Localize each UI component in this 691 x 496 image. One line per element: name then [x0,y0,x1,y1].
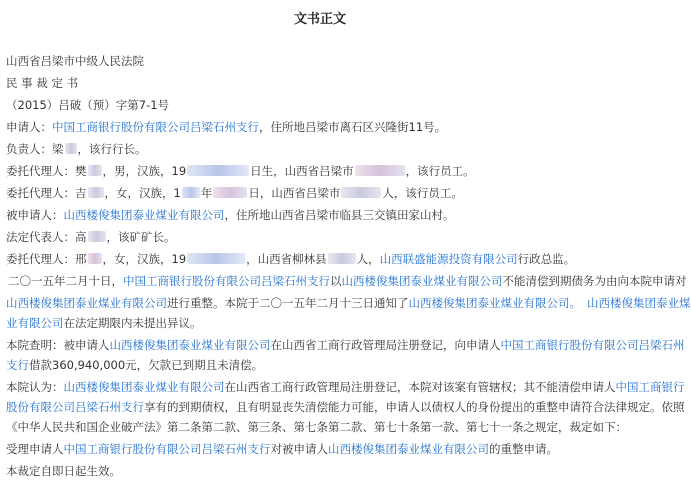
respondent-link[interactable]: 业有限公司 [6,316,64,330]
applicant-link[interactable]: 中国工商银行股份有限公司吕梁石州支行 [52,120,259,134]
para1-text: 不能清偿到期债务为由向本院申请对 [502,274,687,288]
agent3-info: ，女，汉族，19 [102,252,187,266]
agent3-label: 委托代理人： [6,252,75,266]
respondent-link[interactable]: 山西楼俊集团泰业煤业有限公司 [109,338,271,352]
agent2-info: ，女，汉族，1 [104,186,181,200]
effective-line: 本裁定自即日起生效。 [6,464,121,478]
redacted-text [65,143,77,154]
agent3-line [6,250,575,268]
applicant-address: ，住所地吕梁市离石区兴隆街11号。 [259,120,447,134]
redacted-text [88,187,104,198]
legal-rep-surname: 高 [75,230,87,244]
respondent-label: 被申请人： [6,208,64,222]
agent1-surname: 樊 [75,164,87,178]
respondent-line [6,206,455,224]
ruling-text: 受理申请人 [6,442,64,456]
ruling-text: 的重整申请。 [489,442,558,456]
respondent-link[interactable]: 山西楼俊集团泰业煤业有限公司 [328,442,489,456]
redacted-text [88,165,102,176]
redacted-text [328,253,356,264]
respondent-link[interactable]: 山西楼俊集团泰业煤业有限公司 [63,208,225,222]
para1-line1 [8,272,687,290]
document-type: 民 事 裁 定 书 [6,76,79,90]
para3-text: 本院认为： [6,380,64,394]
agent3-company-link[interactable]: 山西联盛能源投资有限公司 [379,252,518,266]
redacted-text [182,187,200,198]
para1-text: 以 [330,274,342,288]
para1-text: 二〇一五年二月十日， [8,274,123,288]
agent1-label: 委托代理人： [6,164,75,178]
principal-surname: 梁 [52,142,64,156]
court-name: 山西省吕梁市中级人民法院 [6,54,144,68]
respondent-link[interactable]: 山西楼俊集团泰业煤 [587,296,691,310]
applicant-label: 申请人： [6,120,52,134]
para3-line1 [6,378,685,396]
legal-rep-title: ，该矿矿长。 [106,230,176,244]
para2-line1 [6,336,685,354]
agent3-origin: ，山西省柳林县 [246,252,327,266]
ruling-text: 对被申请人 [270,442,328,456]
para2-text: 在山西省工商行政管理局注册登记，向申请人 [270,338,501,352]
para2-text: 借款360,940,000元，欠款已到期且未清偿。 [29,358,264,372]
ruling-line [6,440,558,458]
agent2-role: 人，该行员工。 [382,186,463,200]
agent2-year: 年 [200,186,213,200]
applicant-link[interactable]: 中国工商银行 [615,380,685,394]
legal-rep-label: 法定代表人： [6,230,75,244]
agent1-info: ，男，汉族，19 [102,164,187,178]
agent2-surname: 吉 [75,186,87,200]
respondent-address: ，住所地山西省吕梁市临县三交镇田家山村。 [224,208,455,222]
respondent-link[interactable]: 山西楼俊集团泰业煤业有限公司 [341,274,503,288]
applicant-line [6,118,446,136]
redacted-text [88,231,106,242]
redacted-text [355,165,405,176]
principal-title: ，该行行长。 [77,142,147,156]
para3-text: 享有的到期债权，且有明显丧失清偿能力可能，申请人以债权人的身份提出的重整申请符合法律规定。依照 [144,400,685,414]
agent2-birth: 日，山西省吕梁市 [248,186,341,200]
applicant-link[interactable]: 股份有限公司吕梁石州支行 [6,400,144,414]
respondent-link[interactable]: 山西楼俊集团泰业煤业有限公司 [6,296,167,310]
respondent-link[interactable]: 山西楼俊集团泰业煤业有限公司。 [408,296,581,310]
para1-line2 [6,294,691,312]
agent3-person: 人， [356,252,380,266]
redacted-text [187,253,245,264]
para3-text: 在山西省工商行政管理局注册登记，本院对该案有管辖权；其不能清偿申请人 [224,380,616,394]
para1-text: 进行重整。本院于二〇一五年二月十三日通知了 [167,296,409,310]
para3-line2 [6,398,685,416]
applicant-link[interactable]: 中国工商银行股份有限公司吕梁石州支行 [63,442,271,456]
legal-rep-line [6,228,176,246]
applicant-link[interactable]: 支行 [6,358,29,372]
page-title: 文书正文 [293,12,346,27]
para1-text: 在法定期限内未提出异议。 [63,316,202,330]
redacted-text [187,165,249,176]
agent1-role: ，该行员工。 [405,164,475,178]
respondent-link[interactable]: 山西楼俊集团泰业煤业有限公司 [63,380,225,394]
agent1-line [6,162,475,180]
applicant-link[interactable]: 中国工商银行股份有限公司吕梁石州 [500,338,685,352]
redacted-text [88,253,102,264]
redacted-text [341,187,381,198]
agent3-surname: 邢 [75,252,87,266]
agent3-role: 行政总监。 [517,252,576,266]
principal-line [6,140,147,158]
para2-text: 本院查明：被申请人 [6,338,110,352]
redacted-text [213,187,247,198]
agent1-birth: 日生，山西省吕梁市 [250,164,354,178]
principal-label: 负责人： [6,142,52,156]
applicant-link[interactable]: 中国工商银行股份有限公司吕梁石州支行 [123,274,330,288]
para3-line3: 《中华人民共和国企业破产法》第二条第二款、第三条、第七条第二款、第七十条第一款、第七十一条之规定，裁定如下： [6,420,627,434]
para1-line3 [6,314,202,332]
case-number: （2015）吕破（预）字第7-1号 [6,98,170,112]
para2-line2 [6,356,263,374]
agent2-line [6,184,463,202]
agent2-label: 委托代理人： [6,186,75,200]
